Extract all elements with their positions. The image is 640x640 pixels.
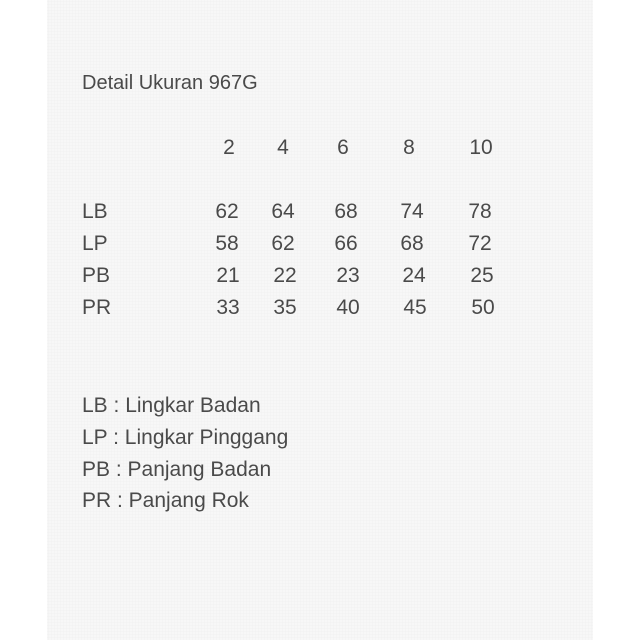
row-label-lp: LP: [82, 232, 108, 255]
cell-lp-2: 58: [215, 232, 239, 255]
cell-pr-10: 50: [471, 296, 495, 319]
size-header-8: 8: [403, 136, 415, 159]
cell-lp-8: 68: [400, 232, 424, 255]
cell-lb-4: 64: [271, 200, 295, 223]
cell-lb-8: 74: [400, 200, 424, 223]
cell-lb-2: 62: [215, 200, 239, 223]
paper-sheet: [47, 0, 593, 640]
legend-item-lb: LB : Lingkar Badan: [82, 394, 261, 417]
cell-pr-8: 45: [403, 296, 427, 319]
size-header-2: 2: [223, 136, 235, 159]
cell-pb-4: 22: [273, 264, 297, 287]
cell-lb-10: 78: [468, 200, 492, 223]
cell-lb-6: 68: [334, 200, 358, 223]
legend-item-pr: PR : Panjang Rok: [82, 489, 249, 512]
chart-title: Detail Ukuran 967G: [82, 72, 258, 94]
cell-pr-2: 33: [216, 296, 240, 319]
cell-pb-10: 25: [470, 264, 494, 287]
cell-pb-6: 23: [336, 264, 360, 287]
size-header-10: 10: [469, 136, 493, 159]
cell-pb-8: 24: [402, 264, 426, 287]
row-label-lb: LB: [82, 200, 108, 223]
cell-lp-6: 66: [334, 232, 358, 255]
row-label-pr: PR: [82, 296, 112, 319]
size-header-4: 4: [277, 136, 289, 159]
cell-lp-4: 62: [271, 232, 295, 255]
legend-item-lp: LP : Lingkar Pinggang: [82, 426, 289, 449]
size-header-6: 6: [337, 136, 349, 159]
cell-pr-4: 35: [273, 296, 297, 319]
cell-pr-6: 40: [336, 296, 360, 319]
row-label-pb: PB: [82, 264, 111, 287]
cell-lp-10: 72: [468, 232, 492, 255]
legend-item-pb: PB : Panjang Badan: [82, 458, 272, 481]
cell-pb-2: 21: [216, 264, 240, 287]
